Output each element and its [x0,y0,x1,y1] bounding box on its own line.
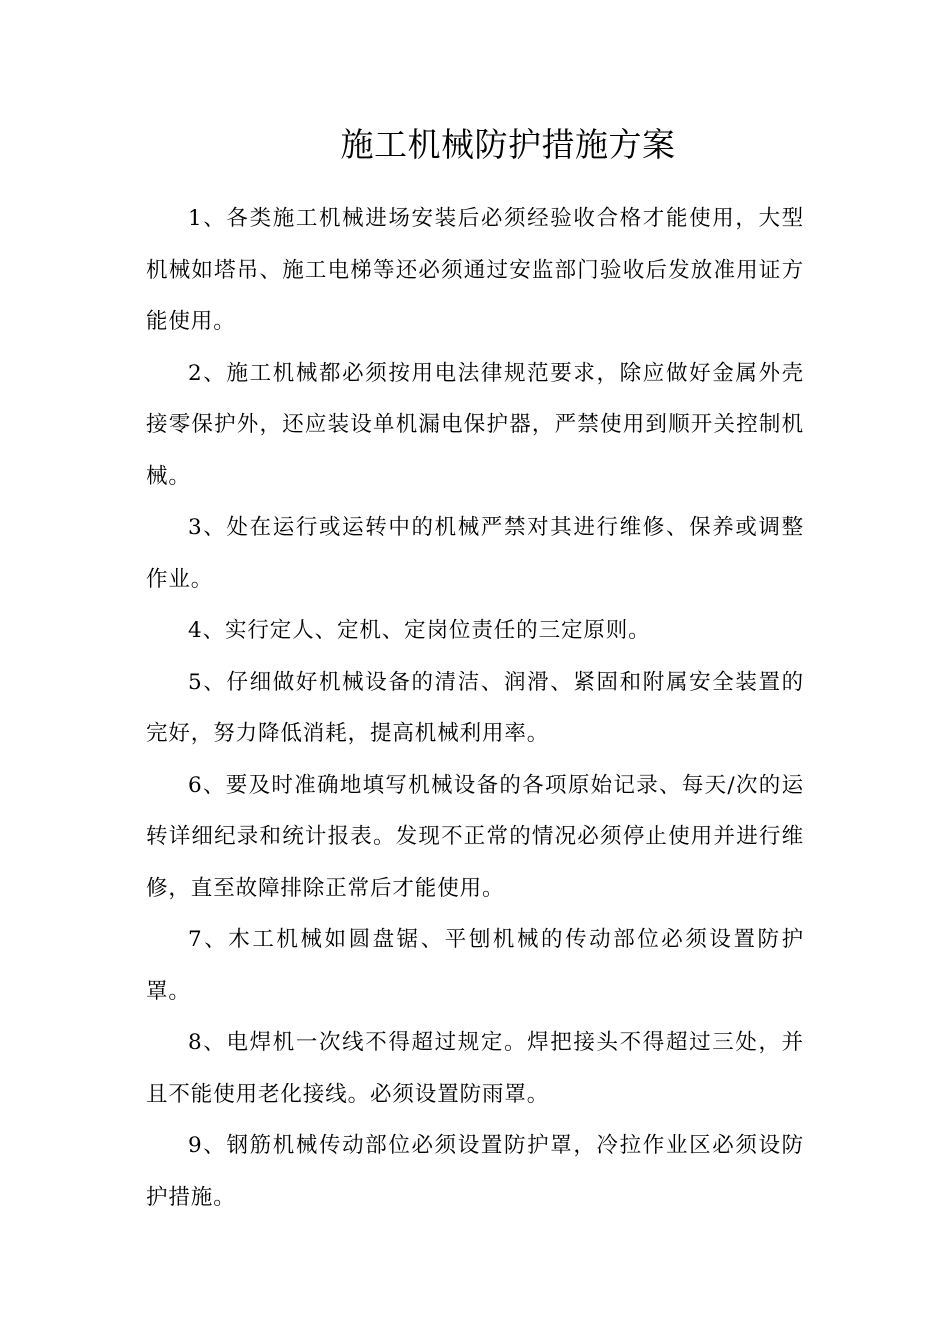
document-title: 施工机械防护措施方案 [340,125,676,164]
paragraph-9: 9、钢筋机械传动部位必须设置防护罩，冷拉作业区必须设防护措施。 [146,1133,804,1210]
paragraph-3: 3、处在运行或运转中的机械严禁对其进行维修、保养或调整作业。 [146,515,804,592]
paragraph-5: 5、仔细做好机械设备的清洁、润滑、紧固和附属安全装置的完好，努力降低消耗，提高机械利用率。 [146,669,804,746]
paragraph-7: 7、木工机械如圆盘锯、平刨机械的传动部位必须设置防护罩。 [146,927,804,1004]
paragraph-2: 2、施工机械都必须按用电法律规范要求，除应做好金属外壳接零保护外，还应装设单机漏电保护器，严禁使用到顺开关控制机械。 [146,360,804,489]
paragraph-1: 1、各类施工机械进场安装后必须经验收合格才能使用，大型机械如塔吊、施工电梯等还必须通过安监部门验收后发放准用证方能使用。 [146,206,804,334]
document-body [146,193,804,1223]
paragraph-8: 8、电焊机一次线不得超过规定。焊把接头不得超过三处，并且不能使用老化接线。必须设置防雨罩。 [146,1030,804,1107]
paragraph-4: 4、实行定人、定机、定岗位责任的三定原则。 [188,618,651,643]
paragraph-6: 6、要及时准确地填写机械设备的各项原始记录、每天/次的运转详细纪录和统计报表。发现不正常的情况必须停止使用并进行维修，直至故障排除正常后才能使用。 [146,772,804,901]
